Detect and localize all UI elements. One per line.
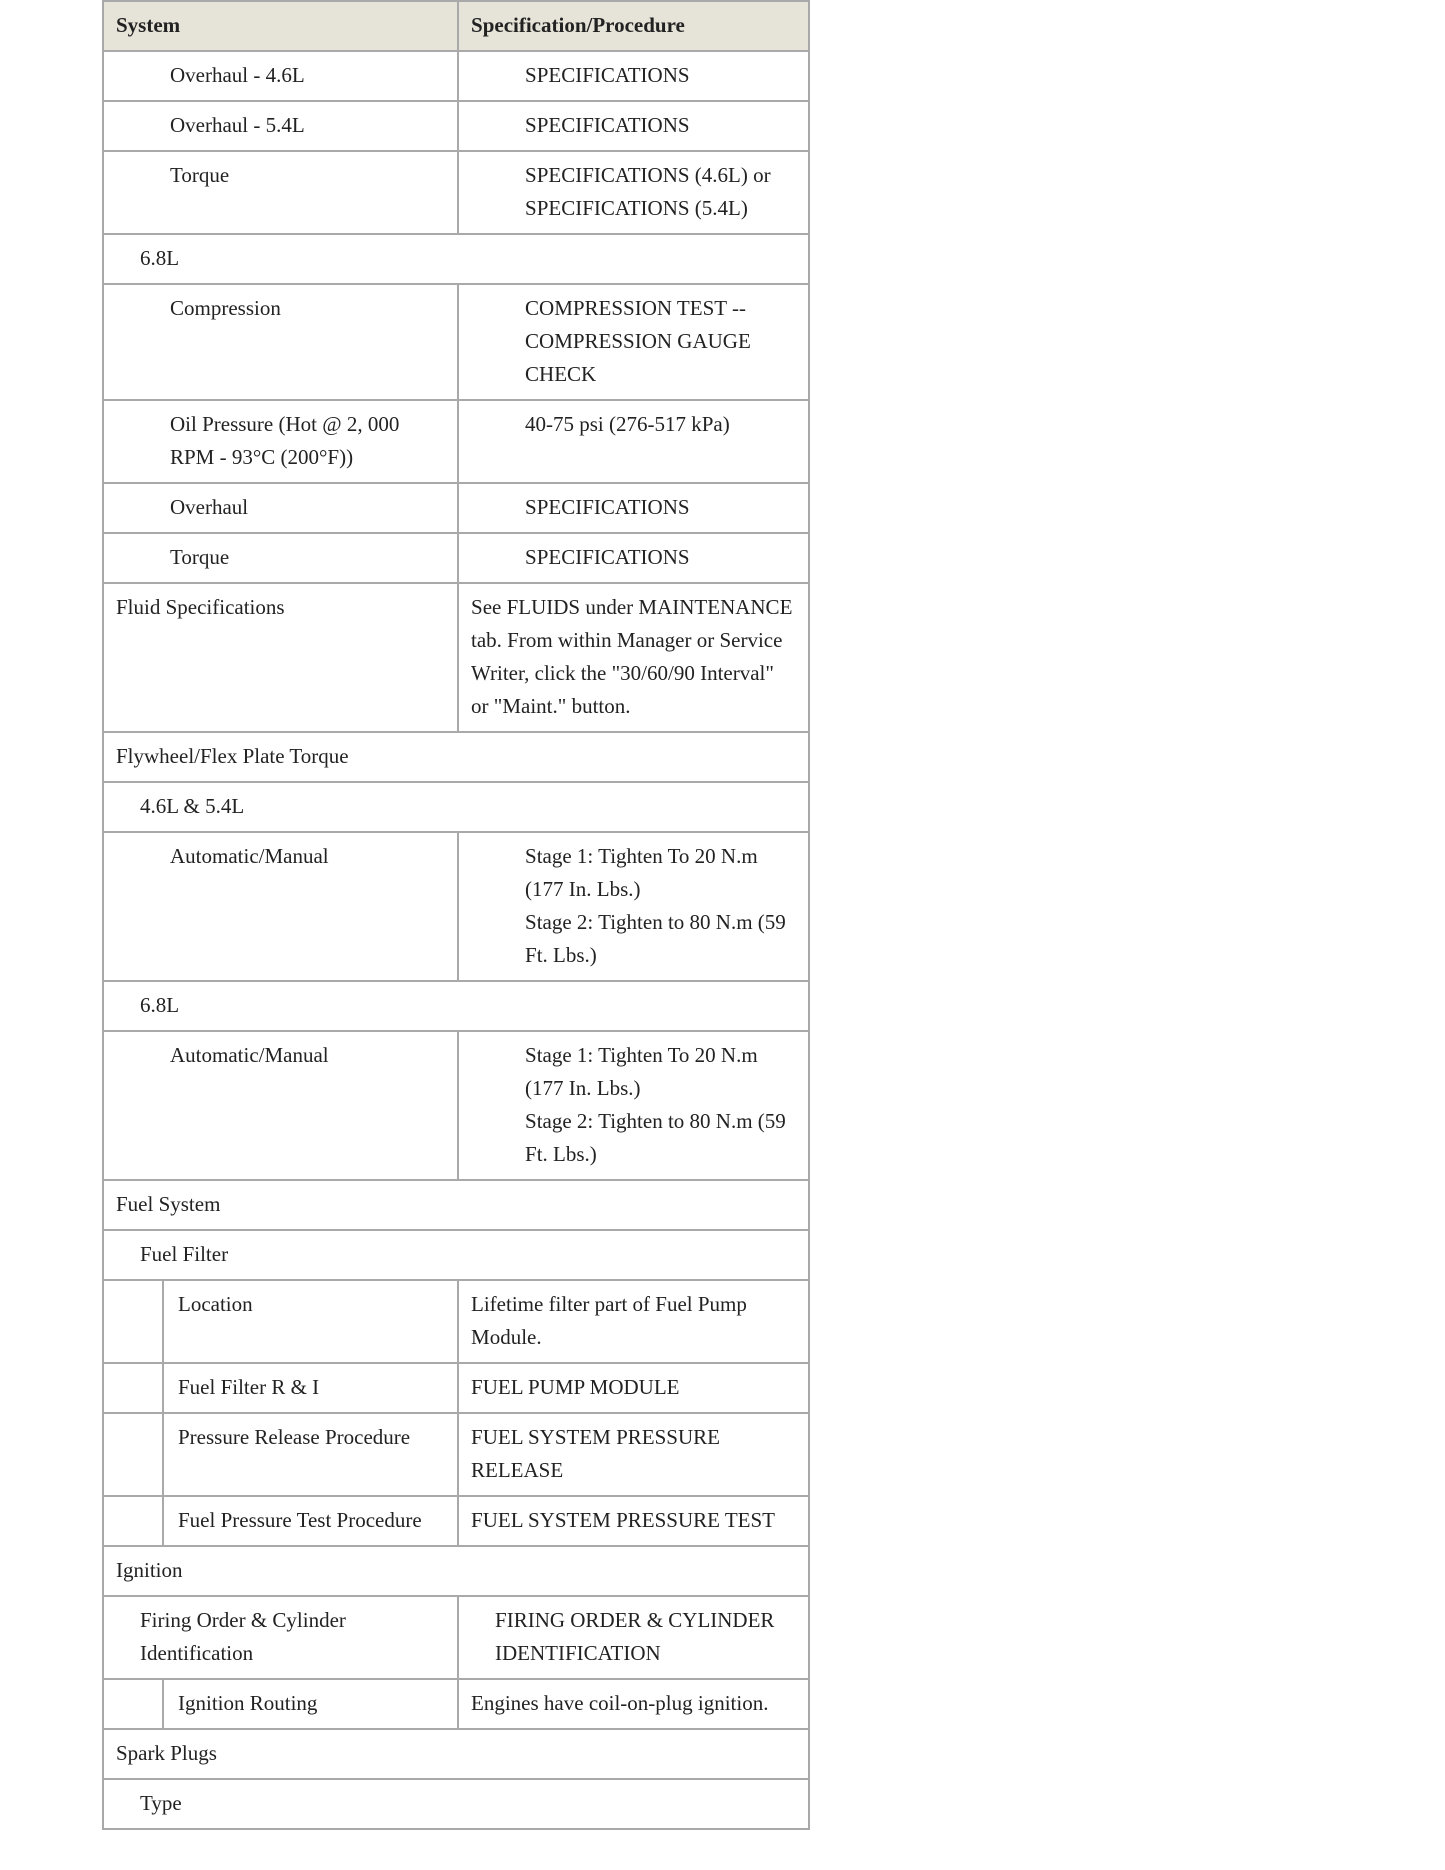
system-cell: Firing Order & Cylinder Identification xyxy=(103,1596,458,1679)
table-row xyxy=(103,1280,809,1363)
specifications-table xyxy=(102,0,810,1830)
specification-text: SPECIFICATIONS (4.6L) or SPECIFICATIONS (5.4L) xyxy=(525,163,771,220)
specification-text: Stage 1: Tighten To 20 N.m (177 In. Lbs.) xyxy=(525,1043,758,1100)
column-header-system: System xyxy=(103,1,458,51)
section-heading: Spark Plugs xyxy=(103,1729,809,1779)
header-row xyxy=(103,1,809,51)
indent-cell xyxy=(103,1413,163,1496)
table-row xyxy=(103,284,809,400)
section-heading: Ignition xyxy=(103,1546,809,1596)
indent-cell xyxy=(103,1679,163,1729)
table-row xyxy=(103,151,809,234)
table-section-row xyxy=(103,1729,809,1779)
specification-cell xyxy=(458,483,809,533)
table-body xyxy=(103,51,809,1829)
table-row xyxy=(103,583,809,732)
system-cell: Pressure Release Procedure xyxy=(163,1413,458,1496)
specification-text: COMPRESSION TEST -- COMPRESSION GAUGE CHECK xyxy=(525,296,751,386)
system-cell: Oil Pressure (Hot @ 2, 000 RPM - 93°C (200°F)) xyxy=(103,400,458,483)
specification-text: SPECIFICATIONS xyxy=(525,495,690,519)
indent-cell xyxy=(103,1363,163,1413)
table-row xyxy=(103,51,809,101)
system-cell: Automatic/Manual xyxy=(103,832,458,981)
table-section-row xyxy=(103,1779,809,1829)
table-row xyxy=(103,400,809,483)
indent-cell xyxy=(103,1496,163,1546)
table-row xyxy=(103,101,809,151)
section-heading: Fuel System xyxy=(103,1180,809,1230)
system-cell: Overhaul - 4.6L xyxy=(103,51,458,101)
specification-cell xyxy=(458,101,809,151)
system-cell: Fuel Filter R & I xyxy=(163,1363,458,1413)
table-row xyxy=(103,1413,809,1496)
specification-cell xyxy=(458,1031,809,1180)
system-cell: Torque xyxy=(103,151,458,234)
table-section-row xyxy=(103,1230,809,1280)
system-cell: Automatic/Manual xyxy=(103,1031,458,1180)
specification-cell xyxy=(458,1413,809,1496)
table-section-row xyxy=(103,782,809,832)
system-cell: Fuel Pressure Test Procedure xyxy=(163,1496,458,1546)
specification-text: Engines have coil-on-plug ignition. xyxy=(471,1691,769,1715)
system-cell: Compression xyxy=(103,284,458,400)
system-cell: Fluid Specifications xyxy=(103,583,458,732)
specification-text: Stage 2: Tighten to 80 N.m (59 Ft. Lbs.) xyxy=(525,910,786,967)
system-cell: Overhaul xyxy=(103,483,458,533)
specification-cell xyxy=(458,1679,809,1729)
specification-cell xyxy=(458,1596,809,1679)
table-header xyxy=(103,1,809,51)
table-row xyxy=(103,1496,809,1546)
system-cell: Overhaul - 5.4L xyxy=(103,101,458,151)
specification-cell xyxy=(458,832,809,981)
specification-text: Stage 1: Tighten To 20 N.m (177 In. Lbs.) xyxy=(525,844,758,901)
section-heading: 6.8L xyxy=(103,234,809,284)
specification-cell xyxy=(458,284,809,400)
column-header-specification: Specification/Procedure xyxy=(458,1,809,51)
table-section-row xyxy=(103,1180,809,1230)
table-row xyxy=(103,832,809,981)
specification-text: 40-75 psi (276-517 kPa) xyxy=(525,412,730,436)
specification-cell xyxy=(458,533,809,583)
specification-text: FUEL PUMP MODULE xyxy=(471,1375,680,1399)
specification-text: SPECIFICATIONS xyxy=(525,545,690,569)
specification-text: FUEL SYSTEM PRESSURE RELEASE xyxy=(471,1425,720,1482)
specification-text: FUEL SYSTEM PRESSURE TEST xyxy=(471,1508,775,1532)
section-heading: Fuel Filter xyxy=(103,1230,809,1280)
specification-cell xyxy=(458,51,809,101)
section-heading: 4.6L & 5.4L xyxy=(103,782,809,832)
specification-text: SPECIFICATIONS xyxy=(525,63,690,87)
specification-text: SPECIFICATIONS xyxy=(525,113,690,137)
system-cell: Torque xyxy=(103,533,458,583)
table-section-row xyxy=(103,732,809,782)
specification-cell xyxy=(458,151,809,234)
system-cell: Location xyxy=(163,1280,458,1363)
table-section-row xyxy=(103,981,809,1031)
specification-text: FIRING ORDER & CYLINDER IDENTIFICATION xyxy=(495,1608,775,1665)
table-row xyxy=(103,1679,809,1729)
specification-cell xyxy=(458,1280,809,1363)
section-heading: 6.8L xyxy=(103,981,809,1031)
specification-cell xyxy=(458,400,809,483)
specification-text: Stage 2: Tighten to 80 N.m (59 Ft. Lbs.) xyxy=(525,1109,786,1166)
table-row xyxy=(103,1363,809,1413)
section-heading: Flywheel/Flex Plate Torque xyxy=(103,732,809,782)
table-section-row xyxy=(103,1546,809,1596)
table-row xyxy=(103,1031,809,1180)
system-cell: Ignition Routing xyxy=(163,1679,458,1729)
specification-cell xyxy=(458,583,809,732)
specification-text: Lifetime filter part of Fuel Pump Module. xyxy=(471,1292,747,1349)
table-row xyxy=(103,483,809,533)
table-section-row xyxy=(103,234,809,284)
specification-text: See FLUIDS under MAINTENANCE tab. From within Manager or Service Writer, click the "30/60/90 Interval" or "Maint." button. xyxy=(471,595,793,718)
specification-cell xyxy=(458,1363,809,1413)
indent-cell xyxy=(103,1280,163,1363)
table-row xyxy=(103,533,809,583)
table-row xyxy=(103,1596,809,1679)
section-heading: Type xyxy=(103,1779,809,1829)
specification-cell xyxy=(458,1496,809,1546)
